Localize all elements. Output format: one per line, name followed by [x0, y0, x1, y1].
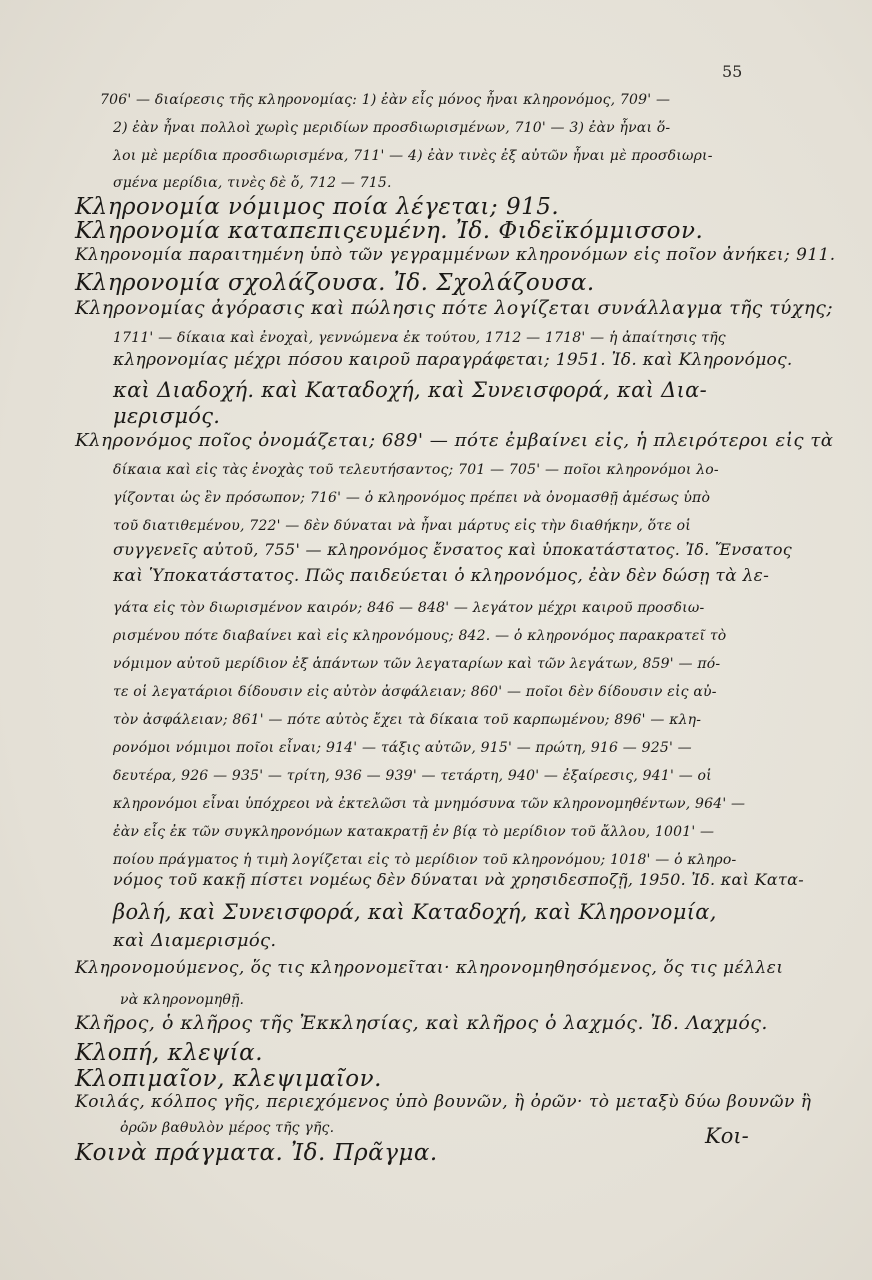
index-line: 1711' — δίκαια καὶ ἐνοχαὶ, γεννώμενα ἐκ τούτου, 1712 — 1718' — ἡ ἀπαίτησις τῆς	[113, 330, 726, 346]
entry-klopimaion: Κλοπιμαῖον, κλεψιμαῖον.	[75, 1066, 382, 1092]
entry-kleros: Κλῆρος, ὁ κλῆρος τῆς Ἐκκλησίας, καὶ κλῆρος ὁ λαχμός. Ἰδ. Λαχμός.	[75, 1012, 768, 1034]
index-line: 706' — διαίρεσις τῆς κληρονομίας: 1) ἐὰν εἷς μόνος ἦναι κληρονόμος, 709' —	[100, 92, 671, 108]
index-line: ποίου πράγματος ἡ τιμὴ λογίζεται εἰς τὸ μερίδιον τοῦ κληρονόμου; 1018' — ὁ κληρο-	[113, 852, 737, 868]
entry-klope: Κλοπή, κλεψία.	[75, 1040, 264, 1066]
page-number: 55	[722, 62, 743, 81]
entry-kleronomia-nomimos: Κληρονομία νόμιμος ποία λέγεται; 915.	[75, 194, 560, 220]
index-line: τοῦ διατιθεμένου, 722' — δὲν δύναται νὰ ἦναι μάρτυς εἰς τὴν διαθήκην, ὅτε οἱ	[113, 518, 691, 534]
index-line: σμένα μερίδια, τινὲς δὲ ὄ, 712 — 715.	[113, 175, 392, 191]
index-line: βολή, καὶ Συνεισφορά, καὶ Καταδοχή, καὶ Κληρονομία,	[113, 900, 717, 924]
index-line: κληρονομίας μέχρι πόσου καιροῦ παραγράφεται; 1951. Ἰδ. καὶ Κληρονόμος.	[113, 350, 793, 370]
index-line: κληρονόμοι εἶναι ὑπόχρεοι νὰ ἐκτελῶσι τὰ μνημόσυνα τῶν κληρονομηθέντων, 964' —	[113, 796, 746, 812]
entry-kleronomos: Κληρονόμος ποῖος ὀνομάζεται; 689' — πότε ἐμβαίνει εἰς, ἡ πλειρότεροι εἰς τὰ	[75, 430, 834, 451]
index-line: τὸν ἀσφάλειαν; 861' — πότε αὐτὸς ἔχει τὰ δίκαια τοῦ καρπωμένου; 896' — κλη-	[113, 712, 702, 728]
entry-koina: Κοινὰ πράγματα. Ἰδ. Πρᾶγμα.	[75, 1140, 438, 1166]
entry-kleronomia-paraitemene: Κληρονομία παραιτημένη ὑπὸ τῶν γεγραμμένων κληρονόμων εἰς ποῖον ἀνήκει; 911.	[75, 244, 836, 264]
index-line: γίζονται ὡς ἓν πρόσωπον; 716' — ὁ κληρονόμος πρέπει νὰ ὀνομασθῇ ἀμέσως ὑπὸ	[113, 490, 711, 506]
index-line: μερισμός.	[113, 404, 221, 428]
index-line: λοι μὲ μερίδια προσδιωρισμένα, 711' — 4) ἐὰν τινὲς ἐξ αὐτῶν ἦναι μὲ προσδιωρι-	[113, 148, 713, 164]
entry-koilas: Κοιλάς, κόλπος γῆς, περιεχόμενος ὑπὸ βουνῶν, ἢ ὀρῶν· τὸ μεταξὺ δύω βουνῶν ἢ	[75, 1092, 812, 1112]
index-line: καὶ Διαμερισμός.	[113, 930, 277, 951]
index-line: ρισμένου πότε διαβαίνει καὶ εἰς κληρονόμους; 842. — ὁ κληρονόμος παρακρατεῖ τὸ	[113, 628, 727, 644]
index-line: δευτέρα, 926 — 935' — τρίτη, 936 — 939' — τετάρτη, 940' — ἐξαίρεσις, 941' — οἱ	[113, 768, 712, 784]
index-line: τε οἱ λεγατάριοι δίδουσιν εἰς αὐτὸν ἀσφάλειαν; 860' — ποῖοι δὲν δίδουσιν εἰς αὐ-	[113, 684, 717, 700]
entry-kleronomia-scholazousa: Κληρονομία σχολάζουσα. Ἰδ. Σχολάζουσα.	[75, 270, 595, 296]
index-line: ἐὰν εἷς ἐκ τῶν συγκληρονόμων κατακρατῇ ἐν βίᾳ τὸ μερίδιον τοῦ ἄλλου, 1001' —	[113, 824, 715, 840]
index-line: καὶ Διαδοχή. καὶ Καταδοχή, καὶ Συνεισφορά, καὶ Δια-	[113, 378, 707, 402]
index-line: 2) ἐὰν ἦναι πολλοὶ χωρὶς μεριδίων προσδιωρισμένων, 710' — 3) ἐὰν ἦναι ὅ-	[113, 120, 671, 136]
index-line: γάτα εἰς τὸν διωρισμένον καιρόν; 846 — 848' — λεγάτον μέχρι καιροῦ προσδιω-	[113, 600, 705, 616]
index-line: συγγενεῖς αὐτοῦ, 755' — κληρονόμος ἔνσατος καὶ ὑποκατάστατος. Ἰδ. Ἔνσατος	[113, 540, 793, 559]
entry-kleronomia-katapepisteumene: Κληρονομία καταπεπιςευμένη. Ἰδ. Φιδεϊκόμμισσον.	[75, 218, 704, 244]
entry-kleronomias: Κληρονομίας ἀγόρασις καὶ πώλησις πότε λογίζεται συνάλλαγμα τῆς τύχης;	[75, 298, 834, 319]
entry-kleronomoumenos: Κληρονομούμενος, ὅς τις κληρονομεῖται· κληρονομηθησόμενος, ὅς τις μέλλει	[75, 958, 784, 978]
index-line: νόμος τοῦ κακῇ πίστει νομέως δὲν δύναται νὰ χρησιδεσποζῇ, 1950. Ἰδ. καὶ Κατα-	[113, 870, 804, 889]
index-line: καὶ Ὑποκατάστατος. Πῶς παιδεύεται ὁ κληρονόμος, ἐὰν δὲν δώσῃ τὰ λε-	[113, 566, 770, 586]
index-line: νόμιμον αὐτοῦ μερίδιον ἐξ ἁπάντων τῶν λεγαταρίων καὶ τῶν λεγάτων, 859' — πό-	[113, 656, 721, 672]
catchword: Κοι-	[705, 1124, 749, 1148]
index-line: νὰ κληρονομηθῇ.	[120, 992, 245, 1008]
index-line: ὀρῶν βαθυλὸν μέρος τῆς γῆς.	[120, 1120, 335, 1136]
index-line: δίκαια καὶ εἰς τὰς ἐνοχὰς τοῦ τελευτήσαντος; 701 — 705' — ποῖοι κληρονόμοι λο-	[113, 462, 719, 478]
index-line: ρονόμοι νόμιμοι ποῖοι εἶναι; 914' — τάξις αὐτῶν, 915' — πρώτη, 916 — 925' —	[113, 740, 692, 756]
